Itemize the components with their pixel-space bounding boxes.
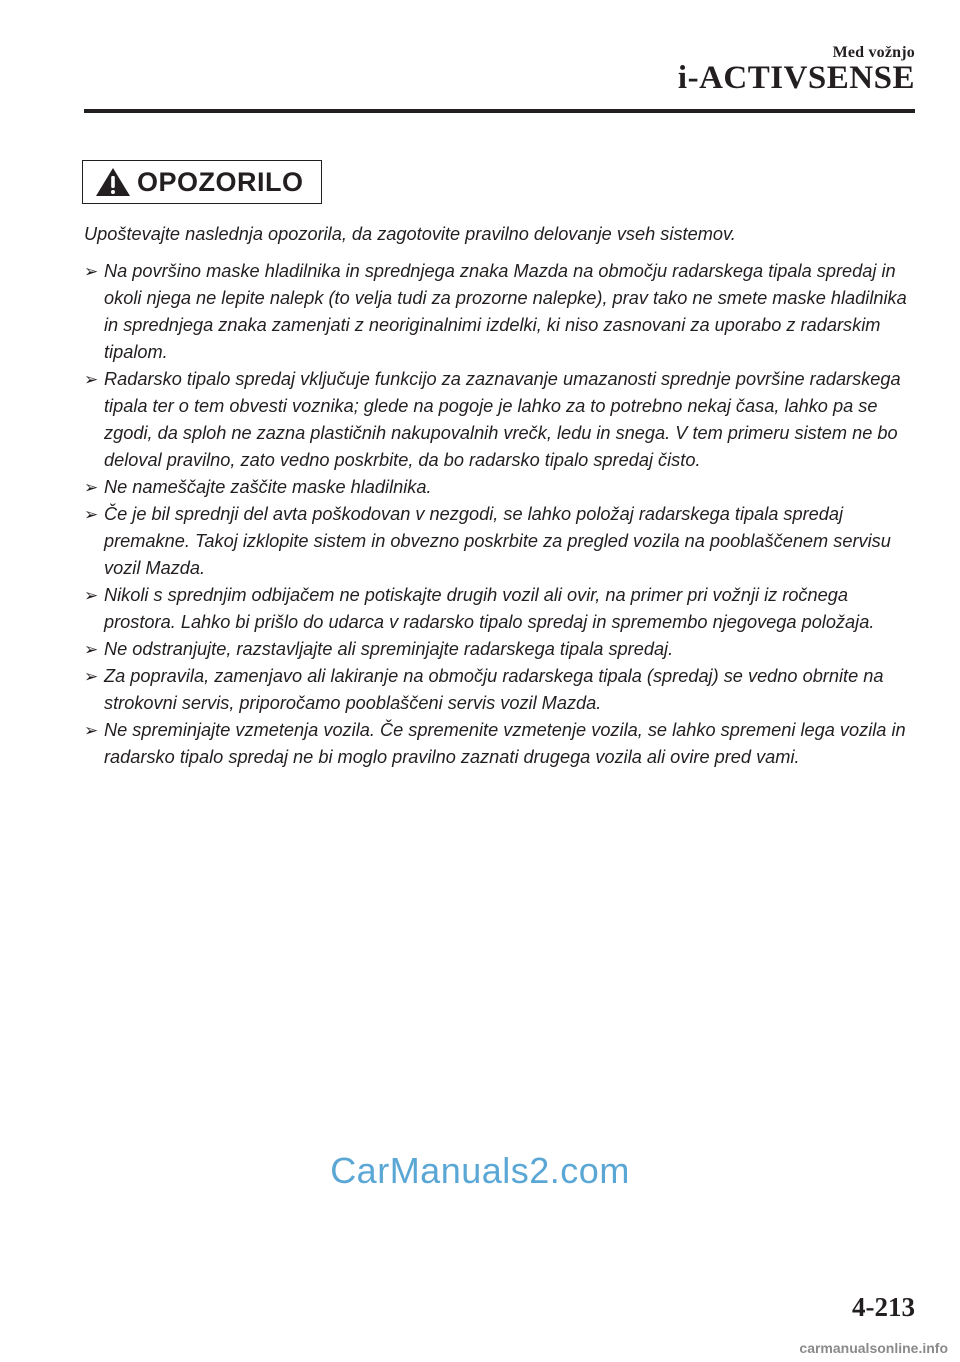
arrow-bullet-icon: ➢ (84, 667, 99, 686)
footer-site: carmanualsonline.info (799, 1340, 948, 1356)
list-item (84, 501, 919, 582)
list-item-text: Za popravila, zamenjavo ali lakiranje na območju radarskega tipala (spredaj) se vedno obrnite na strokovni servis, priporočamo pooblaščeni servis vozil Mazda. (104, 666, 884, 713)
arrow-bullet-icon: ➢ (84, 370, 99, 389)
arrow-bullet-icon: ➢ (84, 721, 99, 740)
arrow-bullet-icon: ➢ (84, 586, 99, 605)
list-item-text: Nikoli s sprednjim odbijačem ne potiskajte drugih vozil ali ovir, na primer pri vožnji iz ročnega prostora. Lahko bi prišlo do udarca v radarsko tipalo spredaj in spremembo njegovega položaja. (104, 585, 875, 632)
watermark: CarManuals2.com (330, 1150, 630, 1191)
list-item (84, 717, 919, 771)
header-rule (84, 109, 915, 113)
warning-box (82, 160, 322, 204)
list-item (84, 663, 919, 717)
list-item-text: Če je bil sprednji del avta poškodovan v nezgodi, se lahko položaj radarskega tipala spredaj premakne. Takoj izklopite sistem in obvezno poskrbite za pregled vozila na pooblaščenem servisu vozil Mazda. (104, 504, 891, 578)
arrow-bullet-icon: ➢ (84, 478, 99, 497)
list-item-text: Radarsko tipalo spredaj vključuje funkcijo za zaznavanje umazanosti sprednje površine radarskega tipala ter o tem obvesti voznika; glede na pogoje je lahko za to potrebno nekaj časa, lahko pa se zgodi, da sploh ne zazna plastičnih nakupovalnih vrečk, ledu in snega. V tem primeru sistem ne bo deloval pravilno, zato vedno poskrbite, da bo radarsko tipalo spredaj čisto. (104, 369, 901, 470)
warning-list (84, 258, 919, 771)
arrow-bullet-icon: ➢ (84, 505, 99, 524)
intro-text: Upoštevajte naslednja opozorila, da zagotovite pravilno delovanje vseh sistemov. (84, 224, 736, 244)
header-section: Med vožnjo (832, 44, 915, 61)
list-item (84, 474, 919, 501)
list-item-text: Ne nameščajte zaščite maske hladilnika. (104, 477, 432, 497)
list-item (84, 258, 919, 366)
list-item (84, 636, 919, 663)
warning-content (84, 221, 919, 771)
warning-label: OPOZORILO (137, 166, 304, 197)
page-title: i-ACTIVSENSE (677, 60, 915, 96)
list-item-text: Na površino maske hladilnika in sprednjega znaka Mazda na območju radarskega tipala spredaj in okoli njega ne lepite nalepk (to velja tudi za prozorne nalepke), prav tako ne smete maske hladilnika in sprednjega znaka zamenjati z neoriginalnimi izdelki, ki niso zasnovani za uporabo z radarskim tipalom. (104, 261, 907, 362)
list-item-text: Ne odstranjujte, razstavljajte ali spreminjajte radarskega tipala spredaj. (104, 639, 674, 659)
list-item (84, 366, 919, 474)
warning-triangle-icon (95, 167, 131, 197)
page-number: 4-213 (852, 1292, 915, 1322)
list-item (84, 582, 919, 636)
arrow-bullet-icon: ➢ (84, 262, 99, 281)
list-item-text: Ne spreminjajte vzmetenja vozila. Če spremenite vzmetenje vozila, se lahko spremeni lega vozila in radarsko tipalo spredaj ne bi moglo pravilno zaznati drugega vozila ali ovire pred vami. (104, 720, 906, 767)
arrow-bullet-icon: ➢ (84, 640, 99, 659)
